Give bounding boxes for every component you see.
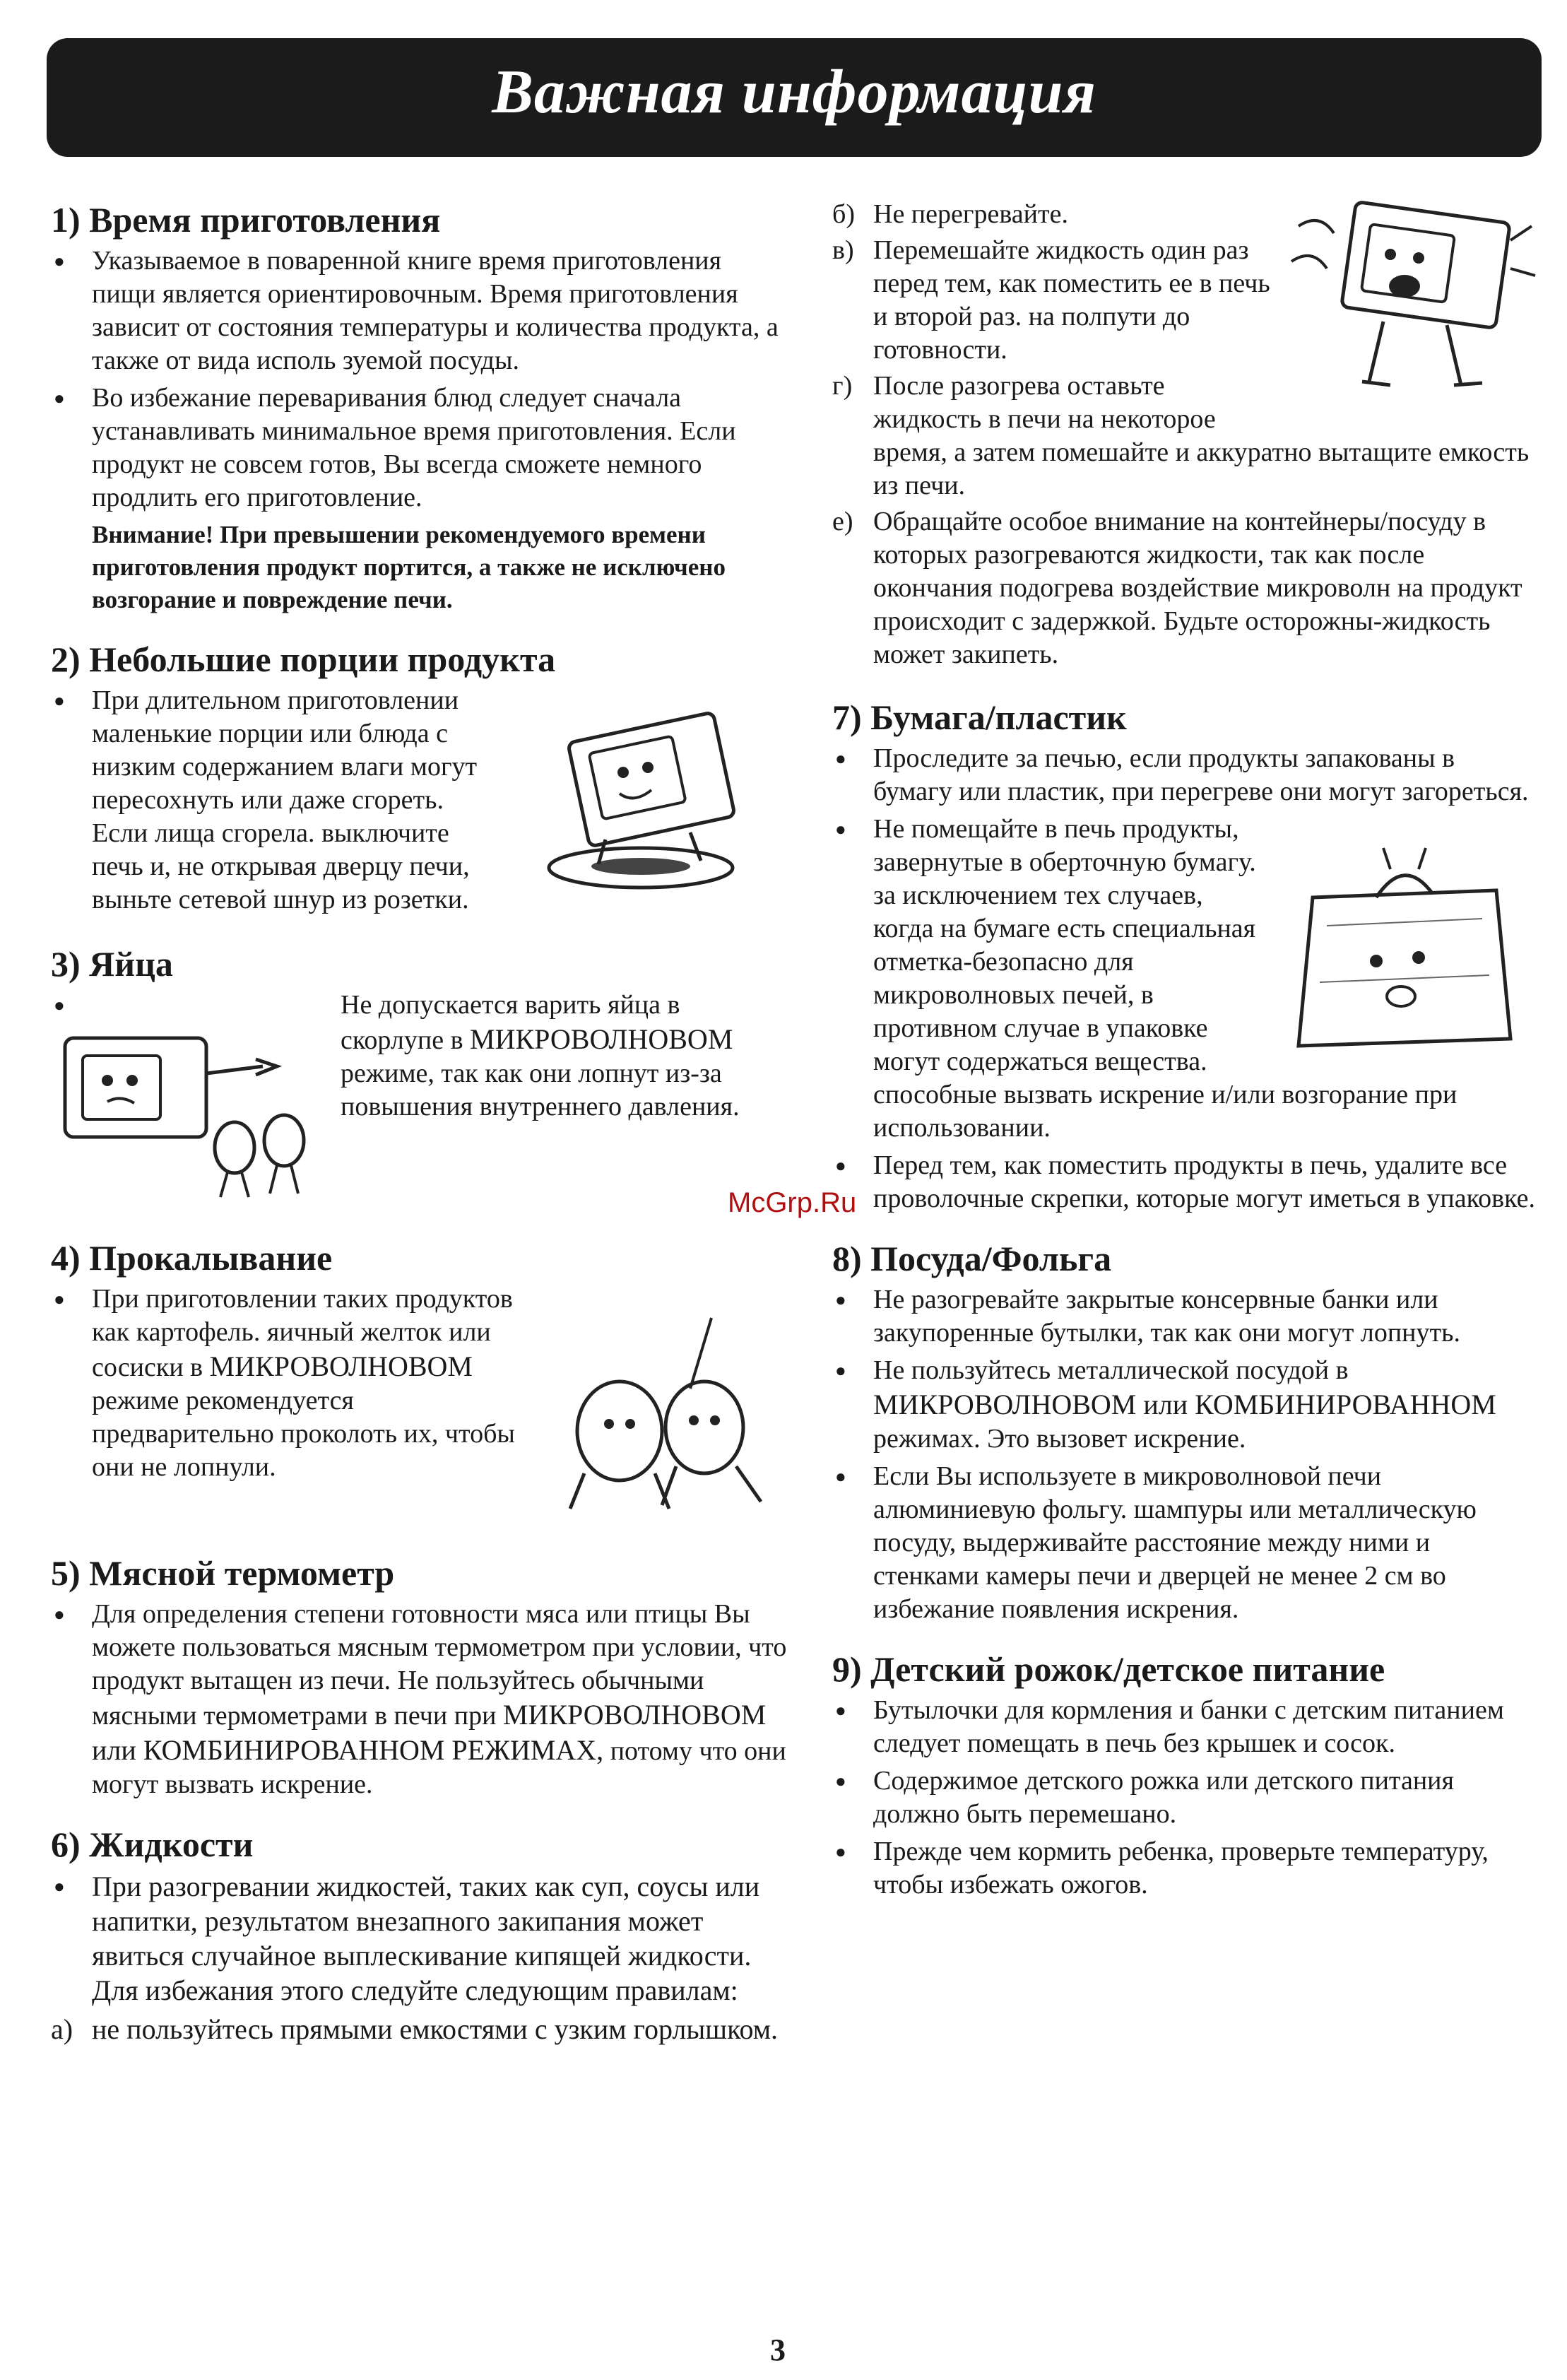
section-heading: 2) Небольшие порции продукта [51, 640, 556, 679]
bullet-text: При приготовлении таких продуктов как картофель. яичный желток или сосиски в [92, 1284, 513, 1382]
bullet-text: режиме рекомендуется предварительно проколоть их, чтобы они не лопнули. [92, 1386, 515, 1482]
rule-text: Не перегревайте. [873, 199, 1068, 229]
bullet-text: режиме, так как они лопнут из-за повышения внутреннего давления. [341, 1059, 740, 1121]
section-cookware-foil [832, 1237, 1539, 1626]
bullet-item: ● Во избежание переваривания блюд следует сначала устанавливать минимальное время приготовления. Если продукт не совсем готов, Вы всегда сможете немного продлить его приготовление. [51, 382, 789, 514]
bullet-item: ● При разогревании жидкостей, таких как суп, соусы или напитки, результатом внезапного закипания может явиться случайное выплескивание кипящей жидкости. Для избежания этого следуйте следующим правилам: [51, 1869, 789, 2008]
rule-item [51, 2012, 789, 2046]
bullet-text: потому что они могут вызвать искрение. [92, 1736, 786, 1799]
section-meat-thermometer [51, 1551, 789, 1801]
section-heading: 5) Мясной термометр [51, 1553, 395, 1593]
mode-text: МИКРОВОЛНОВОМ или КОМБИНИРОВАННОМ РЕЖИМАХ, [92, 1699, 767, 1766]
bullet-text: Не пользуйтесь металлической посудой в [873, 1355, 1349, 1385]
mode-text: МИКРОВОЛНОВОМ [209, 1350, 473, 1382]
bullet-item: ● Если Вы используете в микроволновой печи алюминиевую фольгу. шампуры или металлическую посуду, выдерживайте расстояние между ними и стенками камеры печи и дверцей не менее 2 см во избежание появления искрения. [832, 1460, 1539, 1626]
section-cooking-time [51, 198, 789, 616]
rule-item [832, 198, 1539, 231]
rule-text: Перемешайте жидкость один раз перед тем, как поместить ее в печь и второй раз. на полпути до готовности. [873, 235, 1270, 365]
section-heading: 1) Время приготовления [51, 200, 441, 240]
rule-text: не пользуйтесь прямыми емкостями с узким горлышком. [92, 2013, 779, 2045]
rule-label: г) [832, 371, 853, 401]
mode-text: МИКРОВОЛНОВОМ [470, 1023, 733, 1055]
section-heading: 8) Посуда/Фольга [832, 1239, 1112, 1278]
section-heading: 4) Прокалывание [51, 1238, 333, 1278]
bullet-item: ● Содержимое детского рожка или детского питания должно быть перемешано. [832, 1765, 1539, 1831]
rule-label: а) [51, 2013, 73, 2045]
section-liquids [51, 1822, 789, 2046]
bullet-item: ● Прежде чем кормить ребенка, проверьте температуру, чтобы избежать ожогов. [832, 1835, 1539, 1902]
right-column [832, 198, 1539, 1923]
bullet-text: режимах. Это вызовет искрение. [873, 1424, 1246, 1454]
page-number: 3 [770, 2333, 786, 2367]
bullet-item [51, 989, 789, 1124]
bullet-item: ● При длительном приготовлении маленькие порции или блюда с низким содержанием влаги могут пересохнуть или даже сгореть. Если лища сгорела. выключите печь и, не открывая дверцу печи, выньте сетевой шнур из розетки. [51, 684, 789, 917]
rule-text: После разогрева оставьте жидкость в печи на некоторое время, а затем помешайте и аккуратно вытащите емкость из печи. [873, 371, 1530, 500]
bullet-item: ● Бутылочки для кормления и банки с детским питанием следует помещать в печь без крышек и сосок. [832, 1694, 1539, 1760]
section-heading: 6) Жидкости [51, 1825, 254, 1864]
bullet-text: Не допускается варить яйца в скорлупе в [341, 990, 680, 1055]
section-eggs [51, 942, 789, 1215]
bullet-item: ● Проследите за печью, если продукты запакованы в бумагу или пластик, при перегреве они могут загореться. [832, 742, 1539, 808]
page-title: Важная информация [492, 58, 1096, 126]
section-heading: 9) Детский рожок/детское питание [832, 1649, 1385, 1689]
section-small-portions [51, 637, 789, 921]
section-liquids-continued [832, 198, 1539, 674]
section-paper-plastic [832, 695, 1539, 1215]
warning-text: Внимание! При превышении рекомендуемого времени приготовления продукт портится, а также не исключено возгорание и повреждение печи. [92, 521, 726, 613]
section-heading: 3) Яйца [51, 944, 173, 984]
rule-label: е) [832, 507, 853, 536]
bullet-item: ● Не помещайте в печь продукты, завернутые в оберточную бумагу. за исключением тех случаев, когда на бумаге есть специальная отметка-безопасно для микроволновых печей, в противном случае в упаковке могут содержаться вещества. способные вызвать искрение и/или возгорание при использовании. [832, 813, 1539, 1145]
bullet-item [51, 1283, 789, 1484]
bullet-item [51, 1598, 789, 1801]
rule-text: Обращайте особое внимание на контейнеры/посуду в которых разогреваются жидкости, так как после окончания подогрева воздействие микроволн на продукт происходит с задержкой. Будьте осторожны-жидкость может закипеть. [873, 507, 1522, 669]
rule-label: б) [832, 199, 855, 229]
rule-label: в) [832, 235, 854, 265]
bullet-item [832, 1354, 1539, 1456]
rule-item [832, 234, 1539, 367]
section-piercing [51, 1236, 789, 1530]
title-banner [47, 38, 1542, 157]
watermark: McGrp.Ru [728, 1187, 857, 1218]
section-heading: 7) Бумага/пластик [832, 697, 1127, 737]
mode-text: МИКРОВОЛНОВОМ или КОМБИНИРОВАННОМ [873, 1389, 1496, 1420]
rule-item [832, 370, 1539, 502]
bullet-item: ● Не разогревайте закрытые консервные банки или закупоренные бутылки, так как они могут лопнуть. [832, 1283, 1539, 1350]
rule-item [832, 505, 1539, 671]
left-column [51, 198, 789, 2068]
bullet-item: ● Перед тем, как поместить продукты в печь, удалите все проволочные скрепки, которые могут иметься в упаковке. [832, 1149, 1539, 1215]
bullet-item: ● Указываемое в поваренной книге время приготовления пищи является ориентировочным. Время приготовления зависит от состояния температуры и количества продукта, а также от вида исполь зуемой посуды. [51, 245, 789, 377]
bullet-text: Для определения степени готовности мяса или птицы Вы можете пользоваться мясным термометром при условии, что продукт вытащен из печи. Не пользуйтесь обычными мясными термометрами в печи при [92, 1599, 787, 1731]
section-baby-food [832, 1647, 1539, 1902]
